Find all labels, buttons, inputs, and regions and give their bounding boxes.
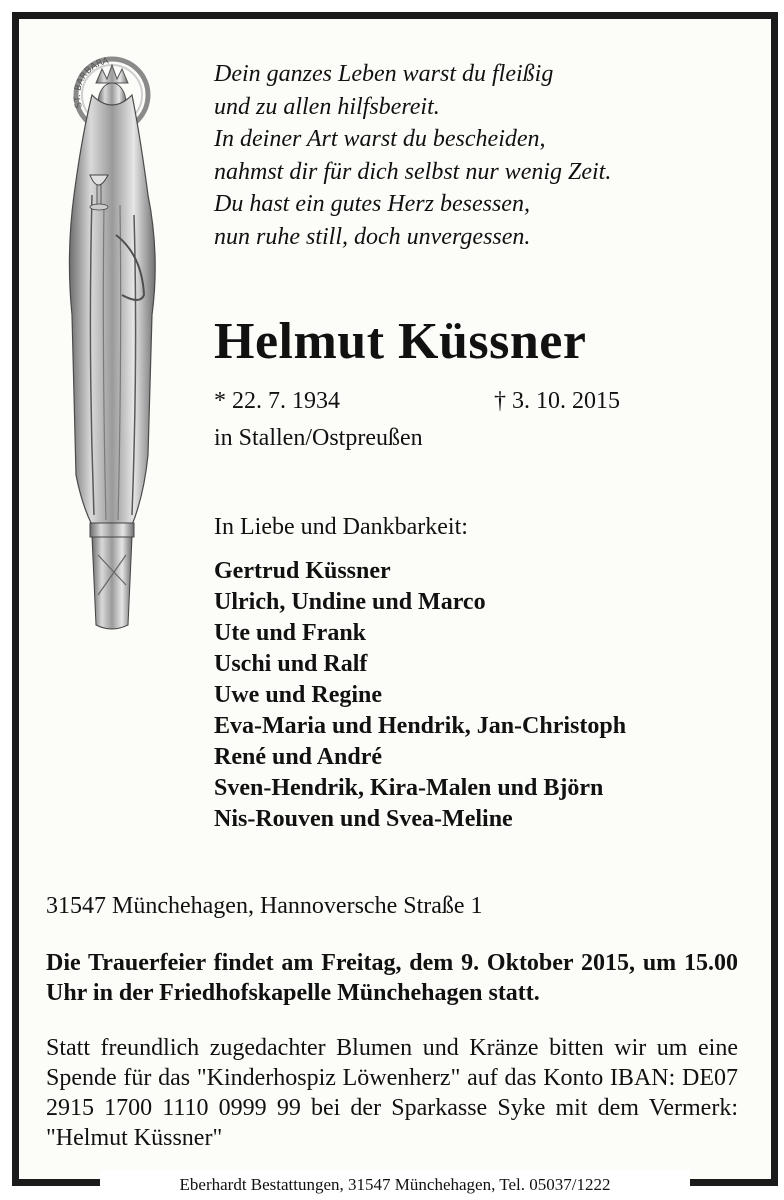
mourner-entry: René und André bbox=[214, 744, 383, 770]
poem-line: Dein ganzes Leben warst du fleißig bbox=[214, 61, 554, 87]
mourner-entry: Gertrud Küssner bbox=[214, 558, 391, 584]
mourner-entry: Ulrich, Undine und Marco bbox=[214, 589, 486, 615]
funeral-notice: Die Trauerfeier findet am Freitag, dem 9. Oktober 2015, um 15.00 Uhr in der Friedhofskapelle Münchehagen statt. bbox=[46, 950, 738, 1006]
mourner-entry: Eva-Maria und Hendrik, Jan-Christoph bbox=[214, 713, 627, 739]
memorial-poem bbox=[214, 58, 611, 253]
mourner-entry: Ute und Frank bbox=[214, 620, 367, 646]
deceased-name: Helmut Küssner bbox=[214, 313, 587, 370]
saint-barbara-statue-icon bbox=[52, 55, 172, 635]
mourner-entry: Uschi und Ralf bbox=[214, 651, 368, 677]
birth-date: * 22. 7. 1934 bbox=[214, 388, 340, 414]
mourner-entry: Sven-Hendrik, Kira-Malen und Björn bbox=[214, 775, 604, 801]
mourners-list bbox=[214, 556, 626, 835]
poem-line: Du hast ein gutes Herz besessen, bbox=[214, 191, 530, 217]
poem-line: nun ruhe still, doch unvergessen. bbox=[214, 223, 531, 250]
mourner-entry: Nis-Rouven und Svea-Meline bbox=[214, 806, 513, 832]
dedication-line: In Liebe und Dankbarkeit: bbox=[214, 514, 468, 540]
family-address: 31547 Münchehagen, Hannoversche Straße 1 bbox=[46, 893, 483, 919]
poem-line: In deiner Art warst du bescheiden, bbox=[214, 126, 546, 152]
mourner-entry: Uwe und Regine bbox=[214, 682, 383, 708]
birthplace: in Stallen/Ostpreußen bbox=[214, 425, 423, 451]
poem-line: und zu allen hilfsbereit. bbox=[214, 93, 440, 120]
death-date: † 3. 10. 2015 bbox=[494, 388, 620, 414]
poem-line: nahmst dir für dich selbst nur wenig Zeit. bbox=[214, 158, 612, 185]
halo-inscription: ST. BARBARA bbox=[73, 56, 110, 109]
undertaker-footer: Eberhardt Bestattungen, 31547 Münchehagen, Tel. 05037/1222 bbox=[100, 1170, 690, 1200]
donation-notice: Statt freundlich zugedachter Blumen und Kränze bitten wir um eine Spende für das "Kinderhospiz Löwenherz" auf das Konto IBAN: DE07 2915 1700 1110 0999 99 bei der Sparkasse Syke mit dem Vermerk: "Helmut Küssner" bbox=[46, 1035, 738, 1151]
